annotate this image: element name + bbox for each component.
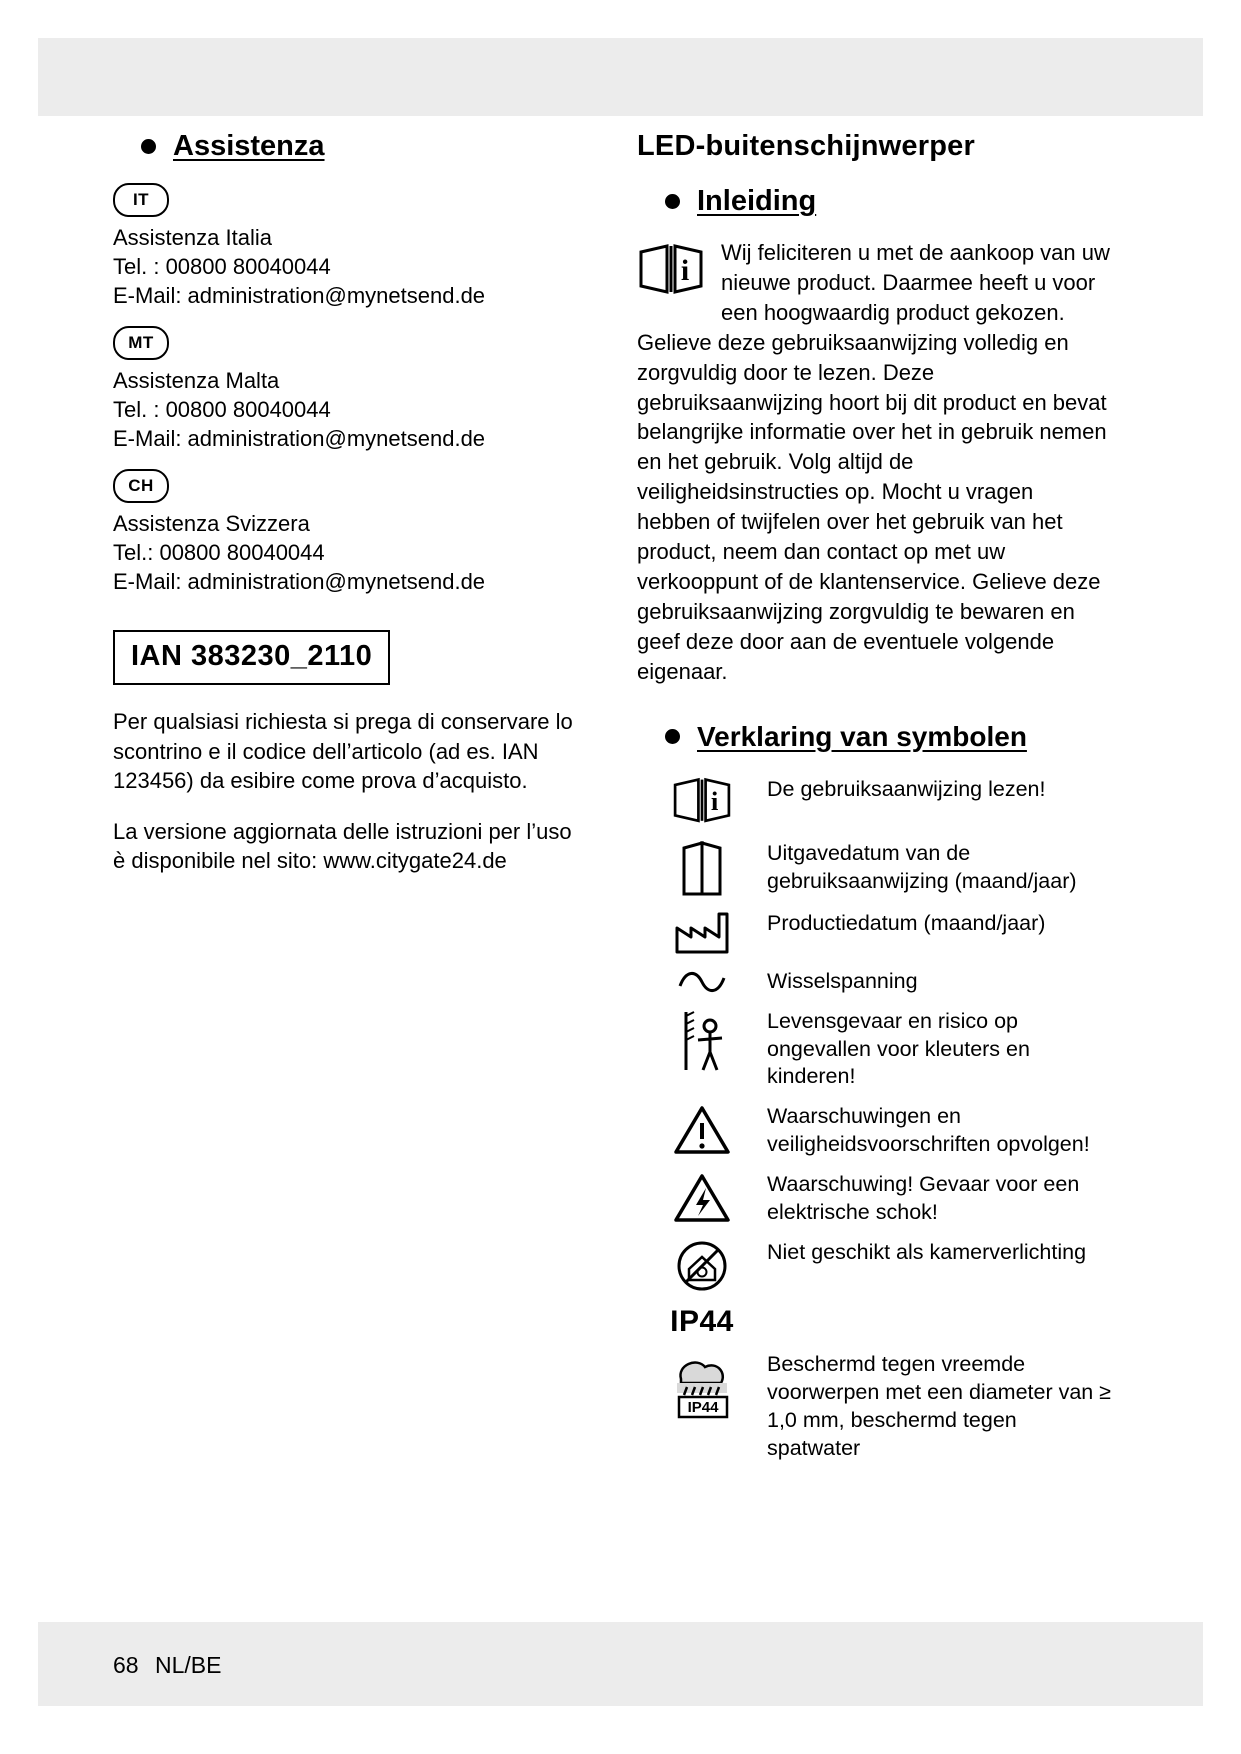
symbols-heading-label: Verklaring van symbolen xyxy=(697,720,1027,752)
contact-block-mt xyxy=(113,326,583,453)
symbol-label: Beschermd tegen vreemde voorwerpen met een diameter van ≥ 1,0 mm, beschermd tegen spatwater xyxy=(767,1352,1112,1460)
contact-details-mt xyxy=(113,366,583,453)
intro-paragraph-wrap xyxy=(637,238,1112,687)
inleiding-heading-label: Inleiding xyxy=(697,185,817,217)
no-room-lighting-icon xyxy=(637,1236,767,1302)
right-column xyxy=(637,130,1112,1472)
symbol-label: Niet geschikt als kamerverlichting xyxy=(767,1240,1087,1265)
table-row xyxy=(637,965,1112,1005)
page-number: 68 xyxy=(113,1652,139,1678)
manual-book-icon xyxy=(637,773,767,837)
contact-name: Assistenza Italia xyxy=(113,225,272,250)
svg-text:i: i xyxy=(680,254,690,287)
symbols-table xyxy=(637,773,1112,1472)
child-hazard-icon xyxy=(637,1005,767,1101)
bullet-icon xyxy=(665,729,680,744)
header-band xyxy=(38,38,1203,116)
country-badge-mt: MT xyxy=(113,326,169,360)
assistenza-heading-label: Assistenza xyxy=(173,130,325,162)
contact-email: E-Mail: administration@mynetsend.de xyxy=(113,283,486,309)
contact-email: E-Mail: administration@mynetsend.de xyxy=(113,569,486,595)
contact-details-it xyxy=(113,223,583,310)
intro-text: Wij feliciteren u met de aankoop van uw nieuwe product. Daarmee heeft u voor een hoogwaardig product gekozen. Gelieve deze gebruiksaanwijzing volledig en zorgvuldig door te lezen. Deze gebruiksaanwijzing hoort bij dit product en bevat belangrijke informatie over het in gebruik nemen en het gebruik. Volg altijd de veiligheidsinstructies op. Mocht u vragen hebben of twijfelen over het gebruik van het product, neem dan contact op met uw verkooppunt of de klantenservice. Gelieve deze gebruiksaanwijzing zorgvuldig te bewaren en geef deze door aan de eventuele volgende eigenaar. xyxy=(637,240,1110,684)
svg-text:i: i xyxy=(710,785,719,816)
table-row xyxy=(637,1348,1112,1472)
booklet-icon xyxy=(637,837,767,907)
contact-name: Assistenza Malta xyxy=(113,368,280,394)
ac-voltage-icon xyxy=(637,965,767,1005)
symbol-label: Levensgevaar en risico op ongevallen voor kleuters en kinderen! xyxy=(767,1008,1030,1089)
page-footer xyxy=(113,1652,221,1679)
table-row xyxy=(637,773,1112,837)
ip44-text: IP44 xyxy=(670,1305,734,1339)
online-manual-note: La versione aggiornata delle istruzioni per l’uso è disponibile nel sito: www.citygate24.de xyxy=(113,819,572,874)
ian-number: IAN 383230_2110 xyxy=(113,630,390,685)
bullet-icon xyxy=(665,194,680,209)
table-row xyxy=(637,907,1112,965)
symbol-label: De gebruiksaanwijzing lezen! xyxy=(767,776,1046,801)
svg-text:IP44: IP44 xyxy=(687,1399,719,1417)
table-row xyxy=(637,1005,1112,1101)
contact-name: Assistenza Svizzera xyxy=(113,511,310,537)
receipt-note: Per qualsiasi richiesta si prega di conservare lo scontrino e il codice dell’articolo (ad es. IAN 123456) da esibire come prova d’acquisto. xyxy=(113,709,573,793)
inleiding-heading xyxy=(637,185,1112,218)
ip44-splash-icon xyxy=(637,1348,767,1472)
symbols-heading xyxy=(637,721,1112,753)
symbol-label: Uitgavedatum van de gebruiksaanwijzing (maand/jaar) xyxy=(767,840,1077,893)
left-column xyxy=(113,130,583,898)
contact-block-ch xyxy=(113,469,583,596)
contact-tel: Tel. : 00800 80040044 xyxy=(113,397,331,423)
contact-details-ch xyxy=(113,509,583,596)
symbol-label: Wisselspanning xyxy=(767,968,918,993)
contact-tel: Tel.: 00800 80040044 xyxy=(113,540,325,566)
warning-triangle-icon xyxy=(637,1100,767,1168)
country-badge-it: IT xyxy=(113,183,169,217)
table-row xyxy=(637,1302,1112,1348)
page-locale: NL/BE xyxy=(154,1652,222,1678)
bullet-icon xyxy=(141,139,156,154)
contact-block-it xyxy=(113,183,583,310)
factory-icon xyxy=(637,907,767,965)
product-title: LED-buitenschijnwerper xyxy=(637,130,975,162)
symbol-label: Waarschuwingen en veiligheidsvoorschriften opvolgen! xyxy=(767,1104,1090,1157)
table-row xyxy=(637,1236,1112,1302)
table-row xyxy=(637,1100,1112,1168)
country-badge-ch: CH xyxy=(113,469,169,503)
symbol-label xyxy=(767,1302,1112,1348)
contact-email: E-Mail: administration@mynetsend.de xyxy=(113,426,486,452)
ip44-rating-label xyxy=(637,1302,767,1348)
symbol-label: Productiedatum (maand/jaar) xyxy=(767,910,1046,935)
electric-shock-icon xyxy=(637,1168,767,1236)
table-row xyxy=(637,837,1112,907)
contact-tel: Tel. : 00800 80040044 xyxy=(113,254,331,280)
assistenza-heading xyxy=(113,130,583,163)
table-row xyxy=(637,1168,1112,1236)
manual-book-icon xyxy=(637,242,705,300)
symbol-label: Waarschuwing! Gevaar voor een elektrische schok! xyxy=(767,1172,1080,1225)
